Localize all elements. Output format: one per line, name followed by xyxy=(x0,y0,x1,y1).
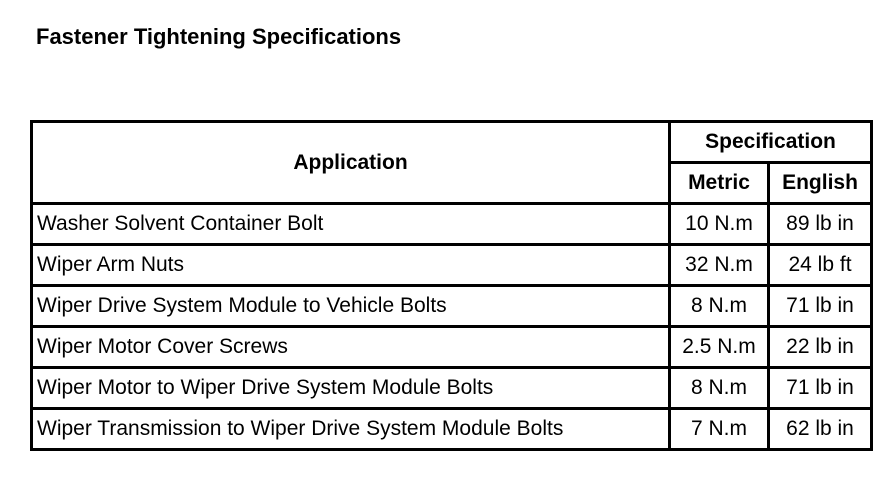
application-cell: Wiper Motor Cover Screws xyxy=(33,328,671,369)
english-cell: 24 lb ft xyxy=(770,246,870,287)
application-cell: Wiper Motor to Wiper Drive System Module Bolts xyxy=(33,369,671,410)
metric-cell: 8 N.m xyxy=(671,369,770,410)
table-row xyxy=(33,328,870,369)
metric-header: Metric xyxy=(671,164,770,205)
metric-cell: 32 N.m xyxy=(671,246,770,287)
english-cell: 71 lb in xyxy=(770,369,870,410)
english-header: English xyxy=(770,164,870,205)
table-row xyxy=(33,287,870,328)
metric-cell: 2.5 N.m xyxy=(671,328,770,369)
application-cell: Wiper Transmission to Wiper Drive System Module Bolts xyxy=(33,410,671,448)
english-cell: 89 lb in xyxy=(770,205,870,246)
application-cell: Washer Solvent Container Bolt xyxy=(33,205,671,246)
application-cell: Wiper Arm Nuts xyxy=(33,246,671,287)
specification-header: Specification xyxy=(671,123,870,164)
metric-cell: 7 N.m xyxy=(671,410,770,448)
page-title: Fastener Tightening Specifications xyxy=(36,24,402,49)
table-row xyxy=(33,410,870,448)
application-header: Application xyxy=(33,123,671,205)
application-cell: Wiper Drive System Module to Vehicle Bolts xyxy=(33,287,671,328)
metric-cell: 10 N.m xyxy=(671,205,770,246)
fastener-spec-table xyxy=(30,120,873,451)
english-cell: 62 lb in xyxy=(786,417,854,440)
table-row xyxy=(33,246,870,287)
table-row xyxy=(33,205,870,246)
table-row xyxy=(33,369,870,410)
english-cell: 71 lb in xyxy=(770,287,870,328)
english-cell: 22 lb in xyxy=(770,328,870,369)
metric-cell: 8 N.m xyxy=(671,287,770,328)
